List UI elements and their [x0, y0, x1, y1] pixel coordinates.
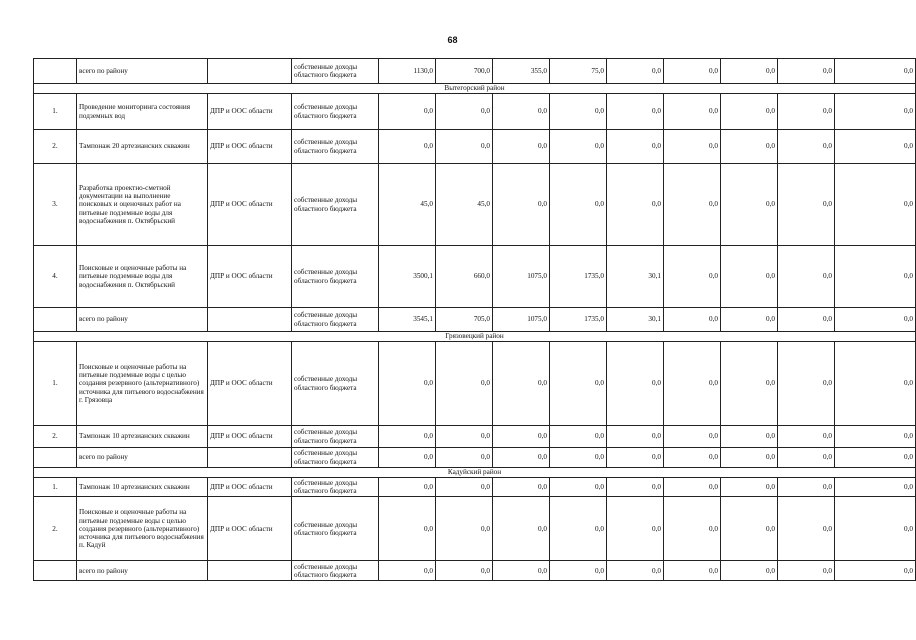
total-row	[34, 448, 916, 468]
amount-cell: 0,0	[835, 94, 916, 130]
amount-cell: 0,0	[721, 246, 778, 308]
amount-cell: 75,0	[550, 59, 607, 84]
amount-cell: 0,0	[493, 448, 550, 468]
amount-cell: 0,0	[721, 164, 778, 246]
amount-cell: 45,0	[436, 164, 493, 246]
amount-cell: 0,0	[721, 561, 778, 581]
amount-cell: 0,0	[550, 497, 607, 561]
amount-cell: 0,0	[778, 246, 835, 308]
table-body	[34, 59, 916, 581]
amount-cell: 0,0	[436, 478, 493, 497]
amount-cell: 0,0	[778, 478, 835, 497]
amount-cell: 0,0	[493, 342, 550, 426]
amount-cell: 1075,0	[493, 246, 550, 308]
table-row	[34, 246, 916, 308]
amount-cell: 0,0	[721, 94, 778, 130]
funding-source: собственные доходы областного бюджета	[292, 561, 379, 581]
amount-cell: 0,0	[379, 448, 436, 468]
amount-cell: 0,0	[550, 94, 607, 130]
amount-cell: 30,1	[607, 308, 664, 332]
executor: ДПР и ООС области	[208, 246, 292, 308]
measure-name: Разработка проектно-сметной документации на выполнение поисковых и оценочных работ на питьевые подземные воды для водоснабжения п. Октябрьский	[77, 164, 208, 246]
row-index: 2.	[34, 426, 77, 448]
district-header-row	[34, 332, 916, 342]
amount-cell: 0,0	[550, 561, 607, 581]
amount-cell: 3545,1	[379, 308, 436, 332]
measure-name: всего по району	[77, 59, 208, 84]
amount-cell: 0,0	[721, 497, 778, 561]
executor: ДПР и ООС области	[208, 497, 292, 561]
amount-cell: 0,0	[607, 342, 664, 426]
amount-cell: 0,0	[436, 130, 493, 164]
amount-cell: 0,0	[436, 342, 493, 426]
funding-source: собственные доходы областного бюджета	[292, 164, 379, 246]
amount-cell: 0,0	[664, 308, 721, 332]
table-row	[34, 164, 916, 246]
amount-cell: 0,0	[550, 130, 607, 164]
amount-cell: 0,0	[664, 94, 721, 130]
amount-cell: 0,0	[550, 342, 607, 426]
amount-cell: 0,0	[835, 164, 916, 246]
amount-cell: 1735,0	[550, 246, 607, 308]
amount-cell: 0,0	[379, 130, 436, 164]
district-header-row	[34, 468, 916, 478]
amount-cell: 0,0	[436, 94, 493, 130]
amount-cell: 0,0	[493, 94, 550, 130]
amount-cell: 0,0	[550, 448, 607, 468]
row-index	[34, 308, 77, 332]
amount-cell: 0,0	[835, 497, 916, 561]
amount-cell: 0,0	[835, 59, 916, 84]
amount-cell: 0,0	[607, 59, 664, 84]
amount-cell: 0,0	[664, 246, 721, 308]
row-index: 3.	[34, 164, 77, 246]
measure-name: Поисковые и оценочные работы на питьевые подземные воды с целью создания резервного (альтернативного) источника для питьевого водоснабжения п. Кадуй	[77, 497, 208, 561]
table-row	[34, 478, 916, 497]
measure-name: всего по району	[77, 448, 208, 468]
amount-cell: 0,0	[607, 448, 664, 468]
amount-cell: 0,0	[721, 130, 778, 164]
amount-cell: 0,0	[778, 308, 835, 332]
amount-cell: 0,0	[778, 561, 835, 581]
amount-cell: 355,0	[493, 59, 550, 84]
amount-cell: 0,0	[436, 561, 493, 581]
executor	[208, 448, 292, 468]
amount-cell: 0,0	[664, 59, 721, 84]
executor: ДПР и ООС области	[208, 164, 292, 246]
amount-cell: 0,0	[835, 130, 916, 164]
table-row	[34, 426, 916, 448]
amount-cell: 0,0	[778, 130, 835, 164]
amount-cell: 0,0	[379, 342, 436, 426]
funding-source: собственные доходы областного бюджета	[292, 130, 379, 164]
amount-cell: 0,0	[835, 448, 916, 468]
measure-name: Поисковые и оценочные работы на питьевые подземные воды для водоснабжения п. Октябрьский	[77, 246, 208, 308]
funding-source: собственные доходы областного бюджета	[292, 342, 379, 426]
executor: ДПР и ООС области	[208, 478, 292, 497]
amount-cell: 0,0	[835, 308, 916, 332]
amount-cell: 660,0	[436, 246, 493, 308]
row-index: 1.	[34, 342, 77, 426]
amount-cell: 0,0	[379, 478, 436, 497]
executor: ДПР и ООС области	[208, 130, 292, 164]
row-index: 2.	[34, 497, 77, 561]
amount-cell: 1075,0	[493, 308, 550, 332]
amount-cell: 0,0	[607, 130, 664, 164]
row-index: 2.	[34, 130, 77, 164]
table-row	[34, 342, 916, 426]
row-index: 1.	[34, 94, 77, 130]
funding-source: собственные доходы областного бюджета	[292, 426, 379, 448]
amount-cell: 0,0	[379, 497, 436, 561]
amount-cell: 0,0	[664, 448, 721, 468]
amount-cell: 0,0	[607, 478, 664, 497]
table-row	[34, 94, 916, 130]
amount-cell: 0,0	[664, 130, 721, 164]
amount-cell: 0,0	[607, 561, 664, 581]
amount-cell: 700,0	[436, 59, 493, 84]
district-name: Грязовецкий район	[34, 332, 916, 342]
amount-cell: 0,0	[493, 130, 550, 164]
amount-cell: 0,0	[379, 561, 436, 581]
amount-cell: 0,0	[778, 94, 835, 130]
amount-cell: 0,0	[664, 342, 721, 426]
measure-name: Поисковые и оценочные работы на питьевые подземные воды с целью создания резервного (альтернативного) источника для питьевого водоснабжения г. Грязовца	[77, 342, 208, 426]
amount-cell: 0,0	[721, 59, 778, 84]
funding-source: собственные доходы областного бюджета	[292, 308, 379, 332]
amount-cell: 0,0	[835, 246, 916, 308]
amount-cell: 0,0	[778, 426, 835, 448]
measure-name: Тампонаж 10 артезианских скважин	[77, 478, 208, 497]
funding-source: собственные доходы областного бюджета	[292, 59, 379, 84]
executor: ДПР и ООС области	[208, 426, 292, 448]
amount-cell: 0,0	[493, 164, 550, 246]
measure-name: Тампонаж 10 артезианских скважин	[77, 426, 208, 448]
row-index: 1.	[34, 478, 77, 497]
measure-name: Проведение мониторинга состояния подземных вод	[77, 94, 208, 130]
amount-cell: 0,0	[664, 426, 721, 448]
amount-cell: 0,0	[493, 561, 550, 581]
amount-cell: 0,0	[436, 497, 493, 561]
amount-cell: 0,0	[721, 448, 778, 468]
amount-cell: 0,0	[493, 478, 550, 497]
executor	[208, 561, 292, 581]
executor	[208, 59, 292, 84]
amount-cell: 0,0	[778, 164, 835, 246]
amount-cell: 0,0	[664, 478, 721, 497]
executor: ДПР и ООС области	[208, 94, 292, 130]
executor: ДПР и ООС области	[208, 342, 292, 426]
amount-cell: 0,0	[379, 94, 436, 130]
amount-cell: 0,0	[436, 426, 493, 448]
amount-cell: 45,0	[379, 164, 436, 246]
amount-cell: 0,0	[607, 497, 664, 561]
amount-cell: 0,0	[550, 426, 607, 448]
amount-cell: 0,0	[664, 164, 721, 246]
table-row	[34, 130, 916, 164]
table-row	[34, 497, 916, 561]
amount-cell: 0,0	[778, 448, 835, 468]
total-row	[34, 59, 916, 84]
amount-cell: 0,0	[778, 497, 835, 561]
funding-source: собственные доходы областного бюджета	[292, 497, 379, 561]
total-row	[34, 308, 916, 332]
district-name: Вытегорский район	[34, 84, 916, 94]
row-index	[34, 448, 77, 468]
measure-name: Тампонаж 20 артезианских скважин	[77, 130, 208, 164]
funding-source: собственные доходы областного бюджета	[292, 246, 379, 308]
amount-cell: 0,0	[835, 342, 916, 426]
funding-source: собственные доходы областного бюджета	[292, 448, 379, 468]
amount-cell: 3500,1	[379, 246, 436, 308]
amount-cell: 0,0	[550, 478, 607, 497]
amount-cell: 0,0	[835, 426, 916, 448]
page-number: 68	[447, 35, 458, 45]
measure-name: всего по району	[77, 561, 208, 581]
row-index: 4.	[34, 246, 77, 308]
funding-source: собственные доходы областного бюджета	[292, 94, 379, 130]
amount-cell: 0,0	[721, 426, 778, 448]
amount-cell: 0,0	[550, 164, 607, 246]
amount-cell: 0,0	[607, 426, 664, 448]
amount-cell: 1735,0	[550, 308, 607, 332]
amount-cell: 0,0	[493, 497, 550, 561]
total-row	[34, 561, 916, 581]
amount-cell: 0,0	[493, 426, 550, 448]
executor	[208, 308, 292, 332]
amount-cell: 0,0	[436, 448, 493, 468]
amount-cell: 0,0	[721, 478, 778, 497]
amount-cell: 0,0	[721, 308, 778, 332]
amount-cell: 705,0	[436, 308, 493, 332]
amount-cell: 0,0	[835, 478, 916, 497]
amount-cell: 0,0	[664, 497, 721, 561]
amount-cell: 0,0	[835, 561, 916, 581]
amount-cell: 0,0	[778, 342, 835, 426]
budget-table	[33, 58, 916, 581]
amount-cell: 0,0	[379, 426, 436, 448]
amount-cell: 0,0	[778, 59, 835, 84]
district-header-row	[34, 84, 916, 94]
row-index	[34, 561, 77, 581]
amount-cell: 0,0	[721, 342, 778, 426]
amount-cell: 0,0	[607, 94, 664, 130]
funding-source: собственные доходы областного бюджета	[292, 478, 379, 497]
row-index	[34, 59, 77, 84]
amount-cell: 0,0	[664, 561, 721, 581]
district-name: Кадуйский район	[34, 468, 916, 478]
measure-name: всего по району	[77, 308, 208, 332]
amount-cell: 0,0	[607, 164, 664, 246]
amount-cell: 30,1	[607, 246, 664, 308]
amount-cell: 1130,0	[379, 59, 436, 84]
